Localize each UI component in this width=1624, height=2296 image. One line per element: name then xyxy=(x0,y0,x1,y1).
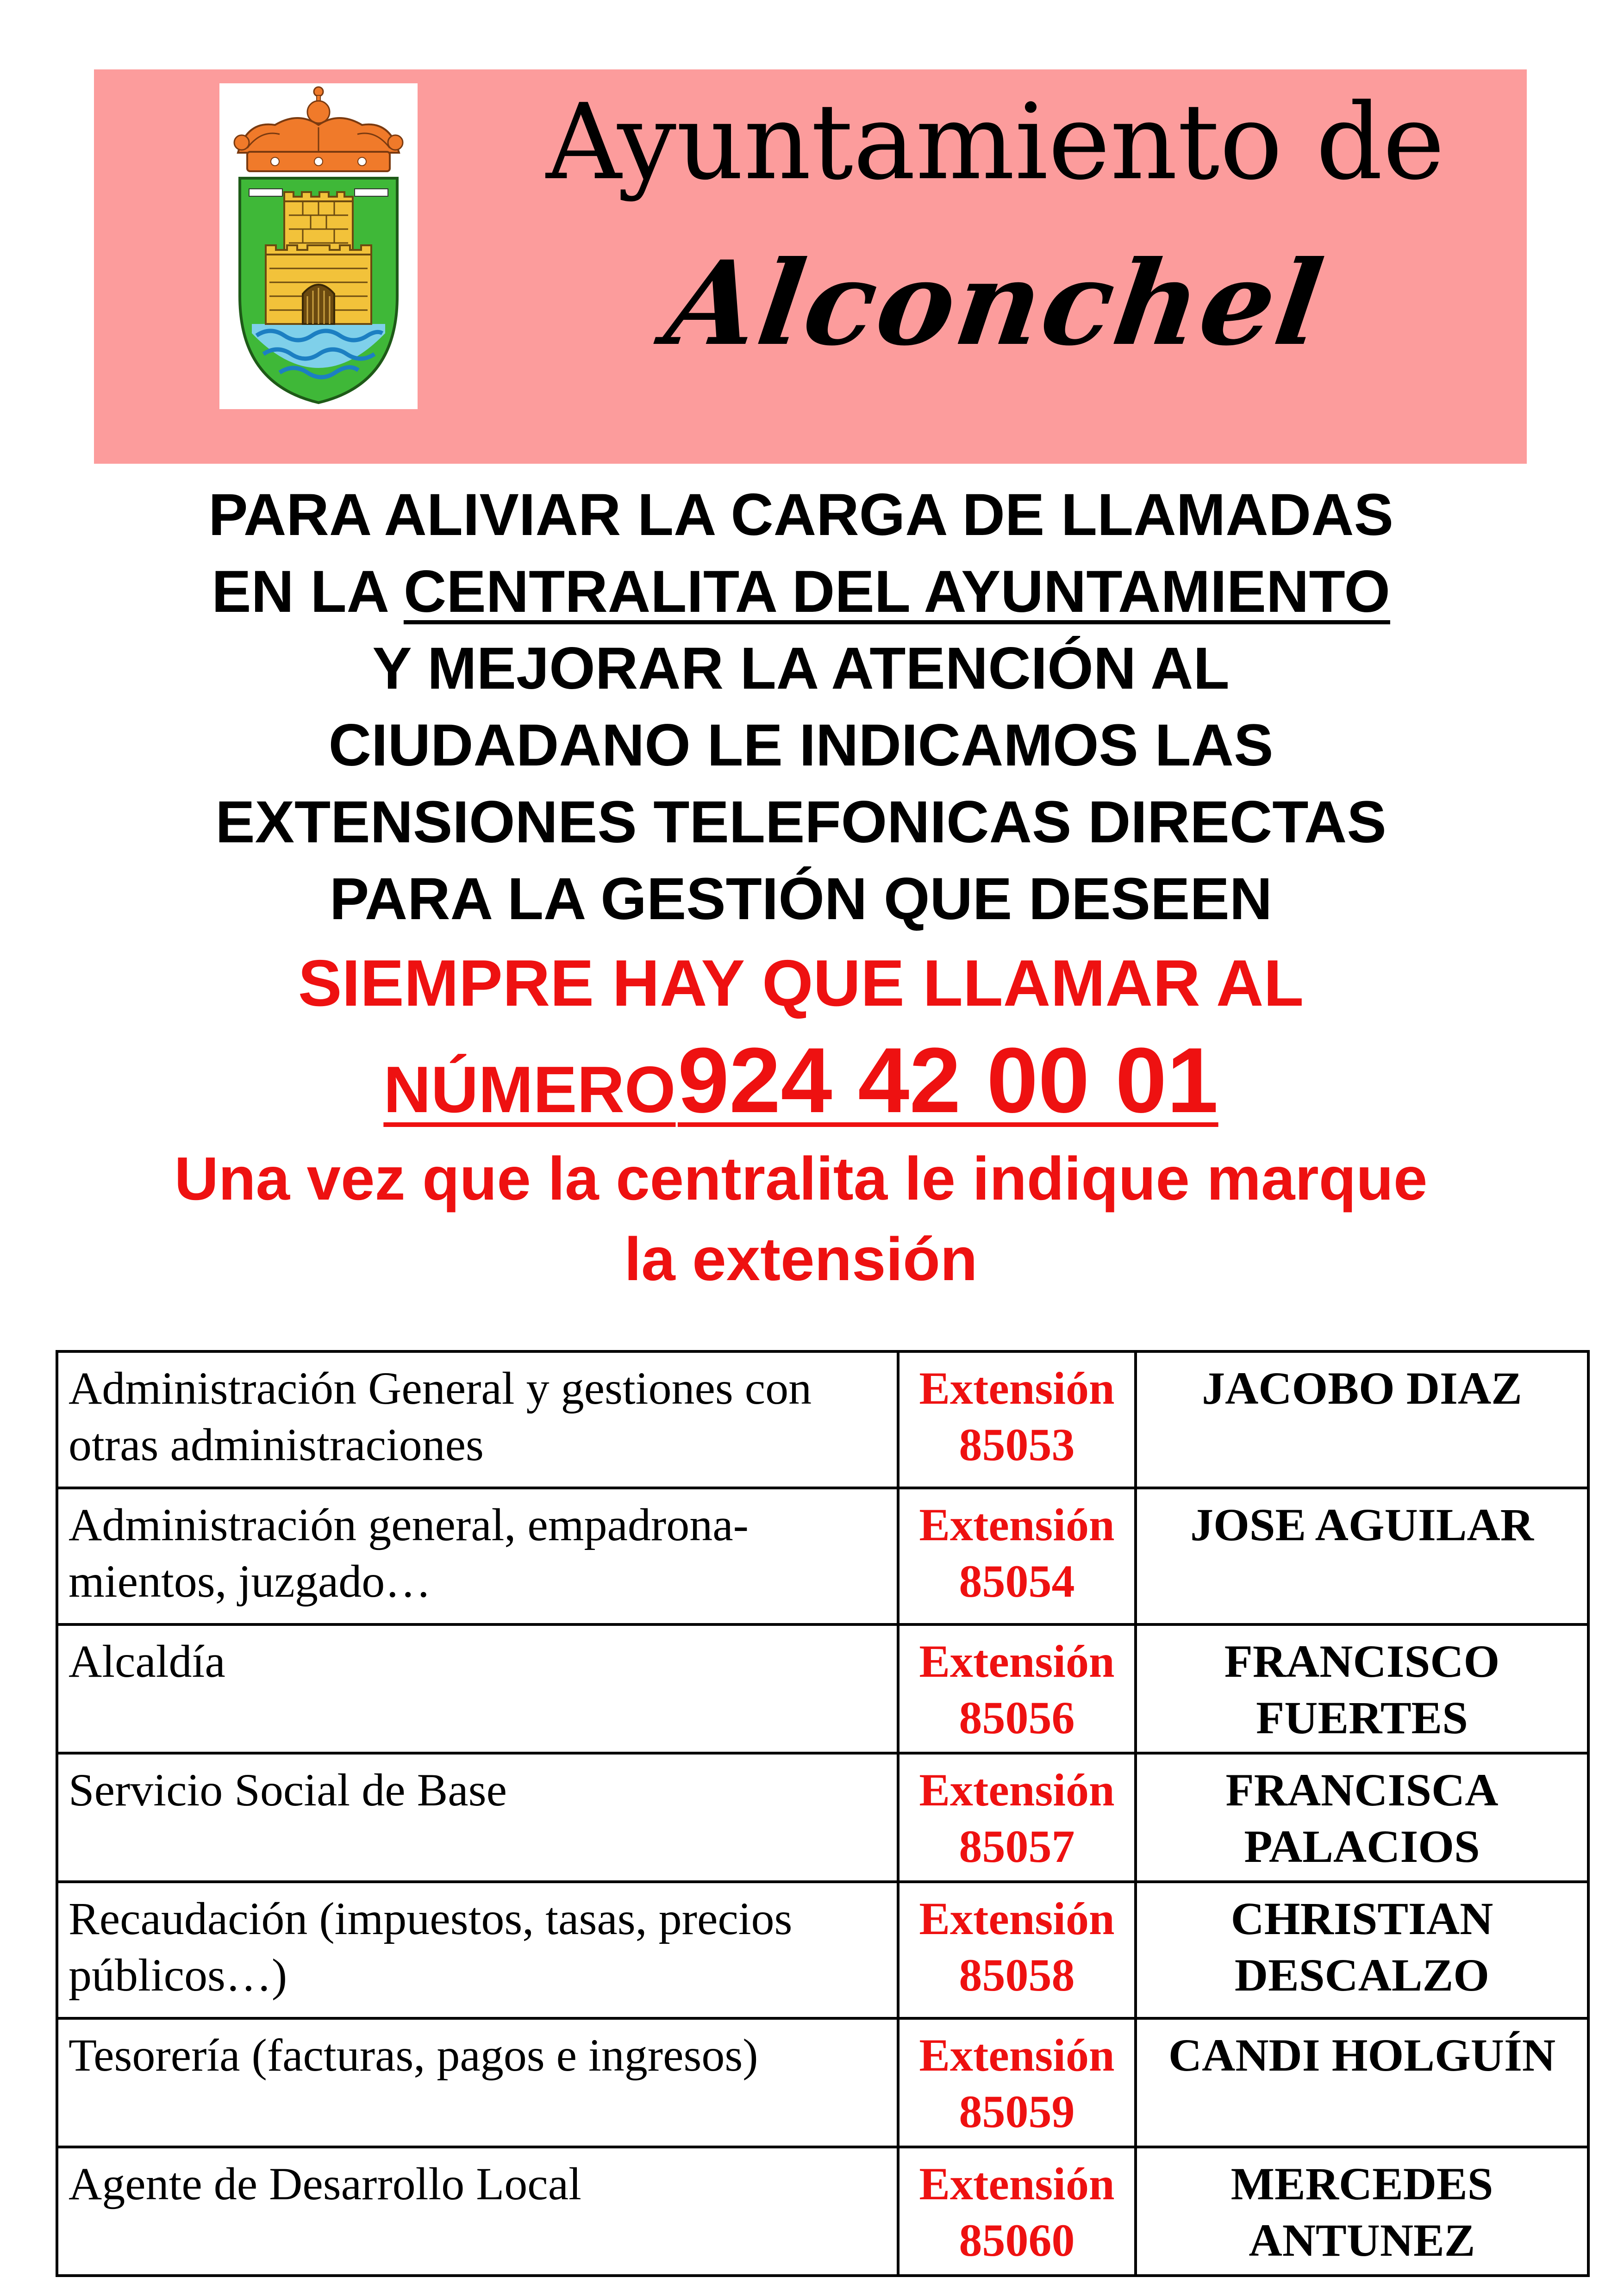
department-cell: Administración general, empadrona-mientos, juzgado… xyxy=(57,1488,898,1624)
contact-name-cell xyxy=(1136,1882,1588,2018)
phone-number-label: NÚMERO xyxy=(383,1053,676,1126)
table-row xyxy=(57,1624,1588,1753)
extension-instruction xyxy=(83,1139,1518,1300)
extension-number: 85058 xyxy=(959,1949,1075,2001)
extension-number: 85060 xyxy=(959,2215,1075,2266)
department-cell: Servicio Social de Base xyxy=(57,1753,898,1882)
extension-label: Extensión xyxy=(919,1893,1115,1944)
contact-name-line-1: FRANCISCO xyxy=(1224,1636,1500,1687)
extension-cell xyxy=(898,2147,1136,2276)
notice-line-1: PARA ALIVIAR LA CARGA DE LLAMADAS xyxy=(208,482,1393,548)
contact-name-cell xyxy=(1136,1624,1588,1753)
call-instruction-line: SIEMPRE HAY QUE LLAMAR AL xyxy=(298,946,1304,1020)
table-row xyxy=(57,1488,1588,1624)
extension-cell xyxy=(898,1351,1136,1488)
extension-label: Extensión xyxy=(919,1363,1115,1414)
contact-name-line-1: CHRISTIAN xyxy=(1230,1893,1493,1944)
contact-name-line-2: PALACIOS xyxy=(1244,1821,1480,1872)
extension-cell xyxy=(898,1488,1136,1624)
contact-name-line-2: FUERTES xyxy=(1256,1692,1468,1743)
department-cell: Tesorería (facturas, pagos e ingresos) xyxy=(57,2018,898,2147)
table-row xyxy=(57,2018,1588,2147)
extensions-table xyxy=(56,1350,1590,2277)
contact-name-cell xyxy=(1136,2018,1588,2147)
extension-label: Extensión xyxy=(919,2158,1115,2209)
notice-line-6: PARA LA GESTIÓN QUE DESEEN xyxy=(329,866,1273,932)
contact-name-cell xyxy=(1136,1351,1588,1488)
extension-label: Extensión xyxy=(919,2029,1115,2081)
extension-label: Extensión xyxy=(919,1764,1115,1816)
notice-line-2-prefix: EN LA xyxy=(212,559,404,625)
extension-number: 85056 xyxy=(959,1692,1075,1743)
department-cell: Agente de Desarrollo Local xyxy=(57,2147,898,2276)
extension-label: Extensión xyxy=(919,1636,1115,1687)
extension-instruction-line-2: la extensión xyxy=(624,1225,978,1293)
extension-number: 85057 xyxy=(959,1821,1075,1872)
department-cell: Alcaldía xyxy=(57,1624,898,1753)
extension-number: 85059 xyxy=(959,2086,1075,2137)
crest-frame xyxy=(219,83,418,409)
contact-name-line-1: JACOBO DIAZ xyxy=(1202,1363,1522,1414)
notice-line-5: EXTENSIONES TELEFONICAS DIRECTAS xyxy=(215,789,1387,855)
notice-line-3: Y MEJORAR LA ATENCIÓN AL xyxy=(372,635,1230,702)
department-cell: Administración General y gestiones con otras administraciones xyxy=(57,1351,898,1488)
contact-name-line-1: CANDI HOLGUÍN xyxy=(1168,2029,1556,2081)
extension-number: 85054 xyxy=(959,1556,1075,1607)
contact-name-cell xyxy=(1136,1488,1588,1624)
table-row xyxy=(57,2147,1588,2276)
table-row xyxy=(57,1882,1588,2018)
crown-icon xyxy=(234,87,403,171)
extension-cell xyxy=(898,2018,1136,2147)
contact-name-line-1: FRANCISCA xyxy=(1225,1764,1499,1816)
notice-line-2 xyxy=(83,554,1518,630)
extension-instruction-line-1: Una vez que la centralita le indique marque xyxy=(174,1145,1428,1213)
contact-name-line-2: DESCALZO xyxy=(1234,1949,1490,2001)
notice-line-2-underlined: CENTRALITA DEL AYUNTAMIENTO xyxy=(403,559,1390,625)
extension-cell xyxy=(898,1753,1136,1882)
coat-of-arms-crest-icon xyxy=(219,83,418,409)
department-cell: Recaudación (impuestos, tasas, precios públicos…) xyxy=(57,1882,898,2018)
contact-name-line-1: JOSE AGUILAR xyxy=(1190,1499,1534,1550)
phone-number-block xyxy=(383,1029,1218,1132)
extension-cell xyxy=(898,1882,1136,2018)
extension-cell xyxy=(898,1624,1136,1753)
title-ayuntamiento: Ayuntamiento de xyxy=(546,81,1445,203)
contact-name-cell xyxy=(1136,1753,1588,1882)
title-town-name: Alconchel xyxy=(658,235,1332,371)
phone-number: 924 42 00 01 xyxy=(677,1029,1218,1132)
table-row xyxy=(57,1753,1588,1882)
contact-name-line-1: MERCEDES xyxy=(1230,2158,1493,2209)
contact-name-line-2: ANTUNEZ xyxy=(1249,2215,1475,2266)
notice-line-4: CIUDADANO LE INDICAMOS LAS xyxy=(328,712,1274,778)
extension-number: 85053 xyxy=(959,1419,1075,1470)
extension-label: Extensión xyxy=(919,1499,1115,1550)
notice-text xyxy=(83,477,1518,938)
contact-name-cell xyxy=(1136,2147,1588,2276)
table-row xyxy=(57,1351,1588,1488)
